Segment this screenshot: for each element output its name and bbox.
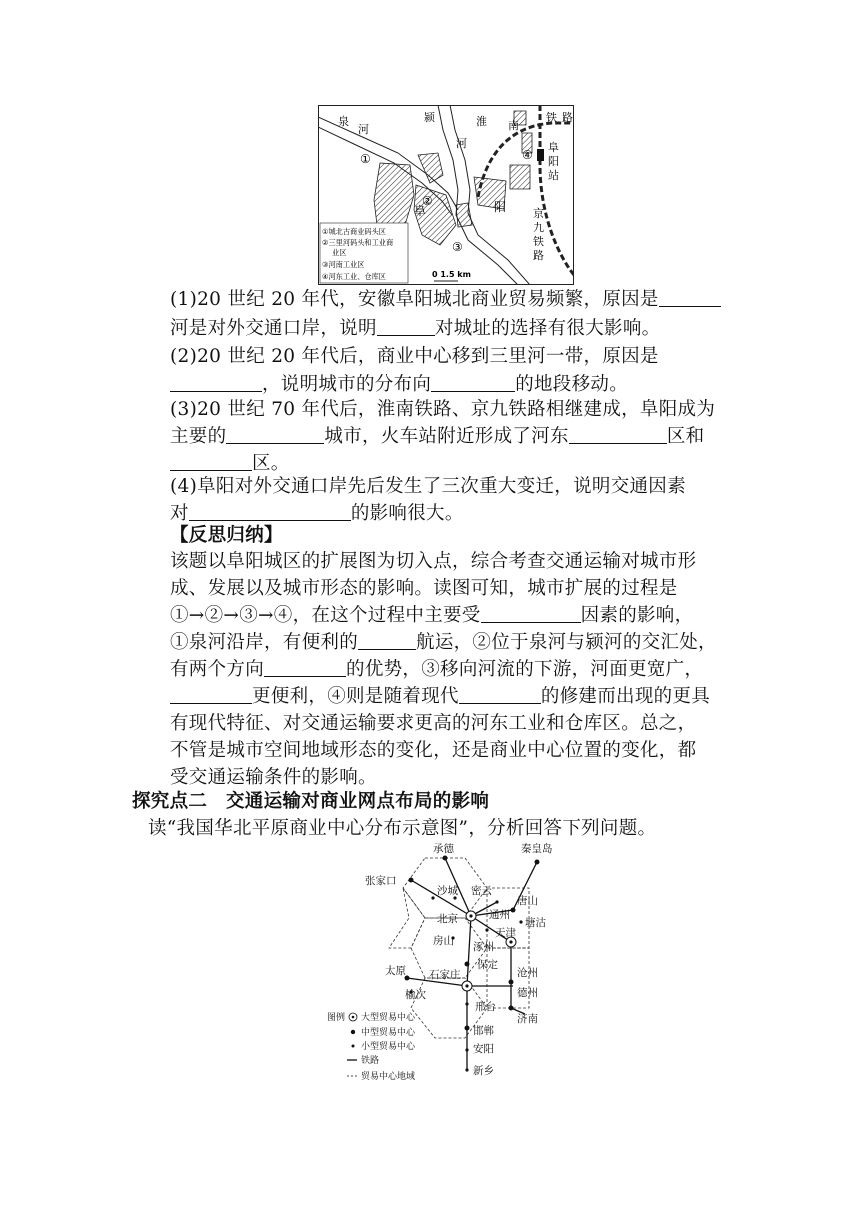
legend-small: 小型贸易中心 <box>361 1042 416 1052</box>
answer-blank[interactable] <box>481 604 581 623</box>
question-2-line-1 <box>170 343 730 371</box>
reflection-text: 因素的影响， <box>580 605 694 626</box>
map1-scale: 0 1.5 km <box>432 270 471 279</box>
label-jing: 京 <box>533 207 544 220</box>
legend-area: 贸易中心地域 <box>361 1072 416 1082</box>
q3-text-e: 区。 <box>252 453 290 474</box>
reflection-line-7: 有现代特征、对交通运输要求更高的河东工业和仓库区。总之， <box>170 713 697 734</box>
label-nan: 南 <box>508 119 519 132</box>
city-dezhou: 德州 <box>517 987 538 999</box>
legend-rail: 铁路 <box>361 1056 380 1066</box>
city-baoding: 保定 <box>477 959 498 971</box>
section-2-intro: 读“我国华北平原商业中心分布示意图”，分析回答下列问题。 <box>148 818 657 839</box>
city-tangshan: 唐山 <box>517 895 538 907</box>
map2-legend <box>327 1011 416 1082</box>
q3-text-c: 城市，火车站附近形成了河东 <box>324 426 569 447</box>
question-2-line-2 <box>170 371 730 399</box>
label-tie: 铁 <box>546 111 557 124</box>
city-handan: 邯郸 <box>473 1025 494 1037</box>
label-lu: 路 <box>562 111 573 124</box>
city-chengde: 承德 <box>433 843 454 855</box>
city-taiyuan: 太原 <box>385 965 406 977</box>
q2-text-c: 的地段移动。 <box>515 374 629 395</box>
reflection-text: ①→②→③→④，在这个过程中主要受 <box>170 605 481 626</box>
reflection-line-9: 受交通运输条件的影响。 <box>170 767 377 788</box>
answer-blank[interactable] <box>358 631 416 650</box>
label-he: 河 <box>358 123 369 136</box>
reflection-text: 的修建而出现的更具 <box>540 686 711 707</box>
city-shacheng: 沙城 <box>437 885 458 897</box>
reflection-title: 【反思归纳】 <box>170 525 283 546</box>
label-ying: 颍 <box>424 111 435 124</box>
q3-text-b: 主要的 <box>170 426 227 447</box>
city-jinan: 济南 <box>517 1013 538 1025</box>
legend-item-3: ③河南工业区 <box>322 260 365 269</box>
answer-blank[interactable] <box>170 685 252 704</box>
city-shijiazhuang: 石家庄 <box>429 969 461 981</box>
city-tianjin: 天津 <box>495 927 516 939</box>
legend-large: 大型贸易中心 <box>361 1013 416 1023</box>
city-fangshan: 房山 <box>433 935 454 947</box>
city-yuci: 榆次 <box>405 989 426 1001</box>
q2-text-b: ，说明城市的分布向 <box>262 374 432 395</box>
answer-blank[interactable] <box>264 658 346 677</box>
reflection-line-1: 该题以阜阳城区的扩展图为切入点，综合考查交通运输对城市形 <box>170 551 697 572</box>
q3-text-d: 区和 <box>666 426 705 447</box>
label-fu-city: 阜 <box>414 204 427 218</box>
label-yang-station: 阳 <box>548 155 559 168</box>
question-4-line-1 <box>170 473 730 501</box>
reflection-line-8: 不管是城市空间地域形态的变化，还是商业中心位置的变化，都 <box>170 740 697 761</box>
question-3-line-1 <box>170 396 730 424</box>
label-district-3: ③ <box>452 240 463 254</box>
legend-item-1: ①城北古商业码头区 <box>322 227 386 236</box>
city-xinxiang: 新乡 <box>473 1065 494 1077</box>
city-zhuozhou: 涿州 <box>473 941 494 953</box>
label-district-4: ④ <box>522 148 533 162</box>
question-1-line-2 <box>170 315 730 343</box>
q1-text-b: 河是对外交通口岸，说明 <box>170 318 377 339</box>
answer-blank[interactable] <box>459 685 541 704</box>
city-tongzhou: 通州 <box>489 909 510 921</box>
city-qinhuangdao: 秦皇岛 <box>521 843 553 855</box>
answer-blank[interactable] <box>170 373 262 392</box>
label-huai: 淮 <box>476 115 487 128</box>
label-district-1: ① <box>360 152 371 166</box>
fuyang-expansion-map <box>318 105 574 285</box>
q4-text-b: 对 <box>170 503 189 524</box>
answer-blank[interactable] <box>659 288 721 307</box>
q3-text-a: (3)20 世纪 70 年代后，淮南铁路、京九铁路相继建成，阜阳成为 <box>170 399 716 420</box>
legend-item-4: ④河东工业、仓库区 <box>322 272 386 281</box>
label-he2: 河 <box>456 137 467 150</box>
answer-blank[interactable] <box>431 373 515 392</box>
label-quan: 泉 <box>338 115 349 128</box>
reflection-line-3 <box>170 602 730 630</box>
label-district-2: ② <box>422 194 433 208</box>
legend-medium: 中型贸易中心 <box>361 1028 416 1038</box>
reflection-line-2: 成、发展以及城市形态的影响。读图可知，城市扩展的过程是 <box>170 578 678 599</box>
question-1-line-1 <box>170 286 730 314</box>
label-jiu: 九 <box>533 221 544 234</box>
reflection-line-4 <box>170 629 730 657</box>
reflection-text: ①泉河沿岸，有便利的 <box>170 632 359 653</box>
city-beijing: 北京 <box>437 913 458 925</box>
reflection-text: 有两个方向 <box>170 659 265 680</box>
answer-blank[interactable] <box>170 452 252 471</box>
north-china-trade-map <box>325 838 565 1088</box>
q1-text-c: 对城址的选择有很大影响。 <box>434 318 661 339</box>
reflection-text: 航运，②位于泉河与颍河的交汇处， <box>416 632 717 653</box>
trade-area-boundaries <box>389 858 529 1038</box>
q4-text-c: 的影响很大。 <box>350 503 464 524</box>
section-2-heading: 探究点二 交通运输对商业网点布局的影响 <box>132 791 490 812</box>
reflection-line-5 <box>170 656 730 684</box>
label-zhan: 站 <box>548 169 559 182</box>
answer-blank[interactable] <box>377 317 435 336</box>
city-miyun: 密云 <box>471 885 492 897</box>
reflection-text: 更便利，④则是随着现代 <box>252 686 459 707</box>
legend-item-2: ②三里河码头和工业商 <box>322 238 394 247</box>
city-cangzhou: 沧州 <box>517 967 538 979</box>
fuyang-station-marker <box>537 149 544 161</box>
city-anyang: 安阳 <box>473 1043 494 1055</box>
reflection-text: 的优势，③移向河流的下游，河面更宽广， <box>346 659 704 680</box>
q2-text-a: (2)20 世纪 20 年代后，商业中心移到三里河一带，原因是 <box>170 346 659 367</box>
city-tanggu: 塘沽 <box>525 917 546 929</box>
question-3-line-2 <box>170 423 730 451</box>
legend-item-2b: 业区 <box>332 248 347 257</box>
q4-text-a: (4)阜阳对外交通口岸先后发生了三次重大变迁，说明交通因素 <box>170 476 686 497</box>
city-xingtai: 邢台 <box>475 1001 496 1013</box>
answer-blank[interactable] <box>226 425 324 444</box>
label-yang-city: 阳 <box>494 200 507 214</box>
answer-blank[interactable] <box>189 502 351 521</box>
city-zhangjiakou: 张家口 <box>365 875 397 887</box>
q1-text-a: (1)20 世纪 20 年代，安徽阜阳城北商业贸易频繁，原因是 <box>170 289 659 310</box>
label-lu2: 路 <box>533 249 544 262</box>
label-fu-station: 阜 <box>548 141 559 154</box>
reflection-line-6 <box>170 683 730 711</box>
legend-title: 图例 <box>327 1013 346 1023</box>
answer-blank[interactable] <box>569 425 667 444</box>
label-tie2: 铁 <box>533 235 544 248</box>
